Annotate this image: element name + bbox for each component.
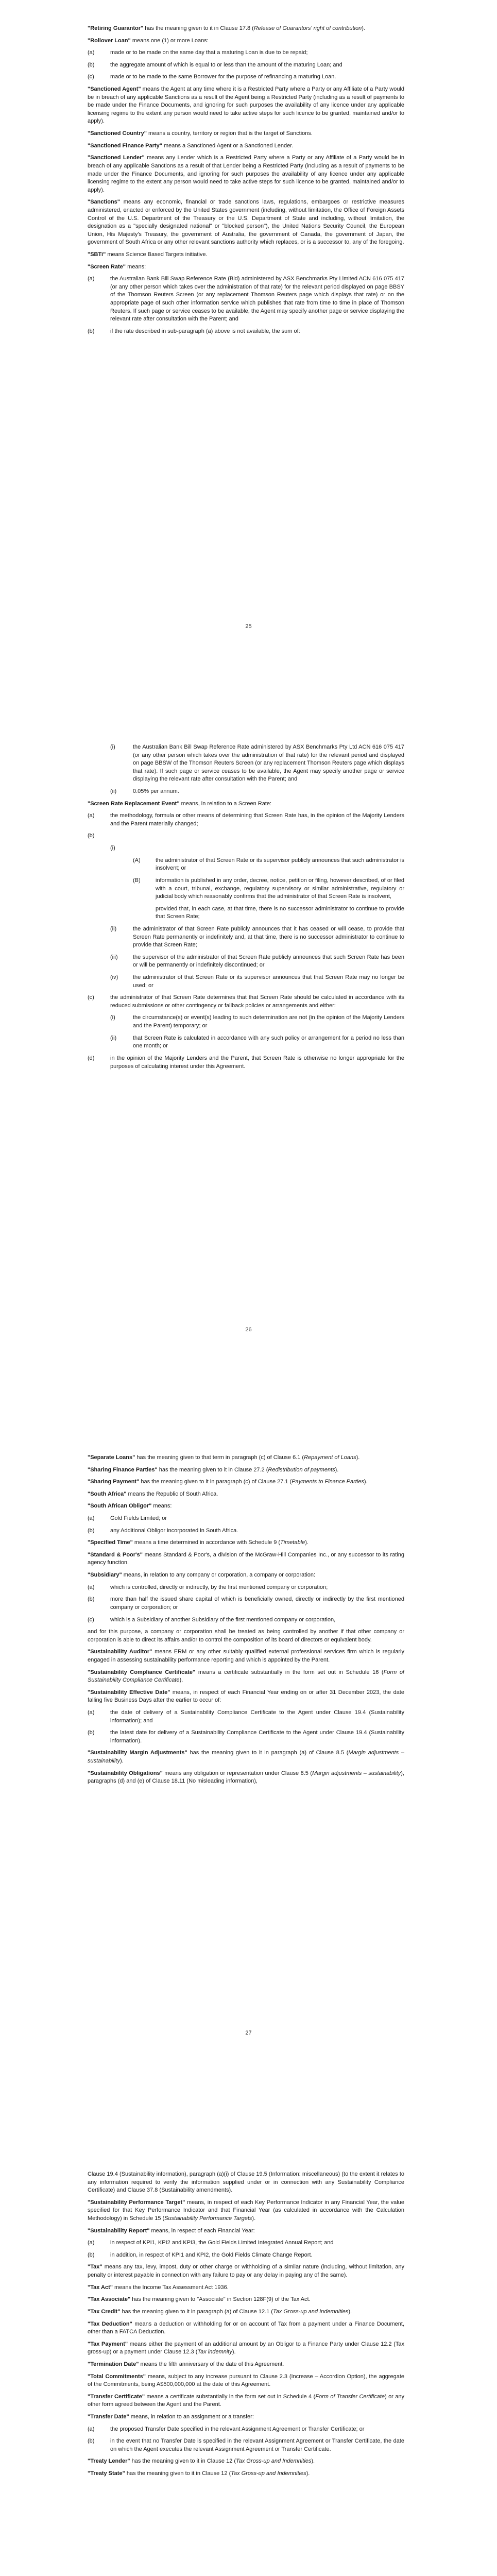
definition-text: has the meaning given to it in Clause 12 ( [125, 2470, 231, 2477]
definition-text: means: [151, 1503, 172, 1510]
definition-paragraph [88, 1689, 404, 1705]
list-item-label: (c) [88, 994, 94, 1001]
definition-paragraph [88, 800, 404, 808]
list-item-label: (ii) [110, 1035, 117, 1041]
list-item-label: (i) [110, 744, 115, 750]
list-item-text: that Screen Rate is calculated in accordance with any such policy or arrangement for a period no less than one month; or [133, 1035, 404, 1049]
definition-text: means Science Based Targets initiative. [106, 251, 208, 258]
clause-reference: Repayment of Loans [304, 1454, 356, 1461]
definition-text: means, in relation to any company or corporation, a company or corporation: [122, 1572, 316, 1579]
list-item-label: (a) [88, 49, 95, 56]
clause-reference: Redistribution of payments [268, 1466, 335, 1473]
defined-term: "Treaty State" [88, 2470, 125, 2477]
defined-term: "Termination Date" [88, 2361, 139, 2367]
document-page-26 [0, 703, 497, 1406]
definition-text: has the meaning given to it in Clause 12 ( [130, 2458, 236, 2465]
definition-text-tail: ). [306, 2470, 310, 2477]
definition-paragraph [88, 263, 404, 272]
list-item [88, 994, 404, 1010]
definition-paragraph [88, 1648, 404, 1664]
clause-reference: Payments to Finance Parties [292, 1479, 364, 1485]
proviso-text: provided that, in each case, at that time, there is no successor administrator to continue to provide that Screen Rate; [156, 905, 404, 920]
page-number: 25 [245, 623, 252, 630]
definition-paragraph [88, 1490, 404, 1499]
definition-text: means: [126, 263, 146, 270]
list-item [88, 1596, 404, 1612]
list-item-text: in the opinion of the Majority Lenders and the Parent, that Screen Rate is otherwise no longer appropriate for the purposes of calculating interest under this Agreement. [110, 1055, 404, 1070]
clause-reference: Form of Sustainability Compliance Certificate [88, 1669, 404, 1684]
definition-text-tail: ). [364, 1479, 368, 1485]
definition-paragraph [88, 154, 404, 194]
definition-text: means, in respect of each Financial Year ending on or after 31 December 2023, the date falling five Business Days after the earlier to occur of: [88, 1689, 404, 1704]
definition-text: has the meaning given to it in Clause 27.2 ( [157, 1466, 268, 1473]
definition-text-tail: ). [179, 1677, 183, 1684]
defined-term: "Specified Time" [88, 1539, 133, 1546]
proviso-paragraph [88, 905, 404, 921]
defined-term: "Total Commitments" [88, 2373, 146, 2380]
definition-text: means either the payment of an additional amount by an Obligor to a Finance Party under Clause 12.2 (Tax gross-up) or a payment under Clause 12.3 ( [88, 2341, 404, 2355]
list-item-label: (ii) [110, 788, 117, 795]
list-item [88, 1584, 404, 1592]
defined-term: "SBTi" [88, 251, 106, 258]
list-item-text: the date of delivery of a Sustainability Compliance Certificate to the Agent under Clause 19.4 (Sustainability information); and [110, 1709, 404, 1724]
definition-paragraph [88, 2413, 404, 2421]
defined-term: "Sanctioned Lender" [88, 155, 145, 161]
defined-term: "Sustainability Margin Adjustments" [88, 1750, 187, 1756]
defined-term: "Tax Deduction" [88, 2320, 132, 2327]
list-item-text: the latest date for delivery of a Sustainability Compliance Certificate to the Agent under Clause 19.4 (Sustainability information). [110, 1730, 404, 1744]
defined-term: "Subsidiary" [88, 1572, 122, 1579]
definition-paragraph [88, 142, 404, 150]
definition-text: has the meaning given to it in paragraph (c) of Clause 27.1 ( [139, 1479, 292, 1485]
definition-text: means any economic, financial or trade sanctions laws, regulations, embargoes or restrictive measures administered, enacted or enforced by the United States government (including, without limitation, the Office of Foreign Assets Control of the U.S. Department of the Treasury or the U.S. Department of State and including, without limitation, the designation as a "specially designated national" or "blocked person"), the United Nations Security Council, the European Union, His Majesty's Treasury, the government of Australia, the government of Canada, the government of Japan, the government of South Africa or any other relevant sanctions authority which replaces, or is a successor to, any of the foregoing. [88, 199, 404, 246]
list-item-label: (b) [88, 1527, 95, 1534]
document-page-25 [0, 0, 497, 703]
defined-term: "Treaty Lender" [88, 2458, 130, 2465]
list-item-text: in respect of KPI1, KPI2 and KPI3, the Gold Fields Limited Integrated Annual Report; and [110, 2240, 334, 2246]
definition-text-tail: ). [311, 2458, 315, 2465]
document-page-28 [0, 2110, 497, 2576]
definition-text-tail: ). [335, 1466, 339, 1473]
definition-text-tail: ). [252, 2215, 256, 2222]
definition-text: has the meaning given to that term in paragraph (c) of Clause 6.1 ( [135, 1454, 304, 1461]
list-item [88, 275, 404, 324]
defined-term: "Rollover Loan" [88, 37, 131, 44]
list-item [88, 1616, 404, 1624]
definition-paragraph [88, 1466, 404, 1475]
defined-term: "Tax Associate" [88, 2296, 131, 2303]
defined-term: "Sanctioned Agent" [88, 86, 141, 93]
definition-text-tail: ). [362, 25, 365, 31]
list-item [88, 788, 404, 796]
defined-term: "South Africa" [88, 1490, 127, 1497]
definition-paragraph [88, 2373, 404, 2389]
list-item-label: (a) [88, 2240, 95, 2246]
definition-text-tail: ). [356, 1454, 360, 1461]
list-item-text [110, 832, 404, 840]
list-item [88, 1055, 404, 1071]
definition-text: means, in respect of each Key Performance Indicator in any Financial Year, the value specified for that Key Performance Indicator and that Financial Year (as calculated in accordance with the Calculation Methodology) in Schedule 15 ( [88, 2199, 404, 2222]
definition-text: means Standard & Poor's, a division of the McGraw-Hill Companies Inc., or any successor to its rating agency function. [88, 1551, 404, 1566]
list-item-label: (b) [88, 833, 95, 839]
list-item-text: the supervisor of the administrator of that Screen Rate publicly announces that such Screen Rate has been or will be permanently or indefinitely discontinued; or [133, 954, 404, 969]
list-item [88, 954, 404, 970]
defined-term: "Standard & Poor's" [88, 1551, 143, 1558]
list-item-text: the methodology, formula or other means of determining that Screen Rate has, in the opinion of the Majority Lenders and the Parent materially changed; [110, 812, 404, 827]
defined-term: "Separate Loans" [88, 1454, 135, 1461]
defined-term: "Sharing Payment" [88, 1479, 140, 1485]
body-paragraph [88, 2171, 404, 2195]
list-item-text: which is a Subsidiary of another Subsidiary of the first mentioned company or corporation, [110, 1616, 336, 1623]
list-item-label: (b) [88, 2251, 95, 2258]
list-item-text: in addition, in respect of KPI1 and KPI2, the Gold Fields Climate Change Report. [110, 2251, 313, 2258]
definition-text: means one (1) or more Loans: [130, 37, 209, 44]
definition-text: means a country, territory or region that is the target of Sanctions. [146, 130, 313, 137]
list-item-text: the administrator of that Screen Rate or its supervisor announces that that Screen Rate may no longer be used; or [133, 974, 404, 989]
clause-reference: Timetable [280, 1539, 305, 1546]
list-item-text: more than half the issued share capital of which is beneficially owned, directly or indirectly by the first mentioned company or corporation; or [110, 1596, 404, 1611]
list-item-text: made or to be made on the same day that a maturing Loan is due to be repaid; [110, 49, 308, 56]
definition-paragraph [88, 2199, 404, 2223]
definition-text: means, in respect of each Financial Year: [149, 2227, 255, 2234]
defined-term: "Sustainability Auditor" [88, 1649, 152, 1655]
list-item [88, 2251, 404, 2260]
definition-paragraph [88, 251, 404, 259]
clause-reference: Tax Gross-up and Indemnities [236, 2458, 312, 2465]
definition-text: means, subject to any increase pursuant to Clause 2.3 (Increase – Accordion Option), the aggregate of the Commitments, being A$500,000,000 at the date of this Agreement. [88, 2373, 404, 2388]
list-item [88, 832, 404, 840]
list-item [88, 2239, 404, 2247]
list-item [88, 1035, 404, 1050]
definition-text-tail: ). [119, 1758, 124, 1765]
definition-text: means the Agent at any time where it is a Restricted Party where a Party or any Affiliate of a Party would be in breach of any applicable Sanctions as a result of the Agent being a Restricted Party (including as a result of payments to be made under the Finance Documents, and ignoring for such purposes the availability of any licence under any applicable licensing regime to the extent any person would need to take active steps for such licence to be granted, maintained and/or to apply). [88, 86, 404, 125]
list-item [88, 974, 404, 990]
list-item-text: the circumstance(s) or event(s) leading to such determination are not (in the opinion of the Majority Lenders and the Parent) temporary; or [133, 1014, 404, 1029]
list-item-label: (a) [88, 812, 95, 819]
list-item-label: (a) [88, 1709, 95, 1716]
list-item-text: the administrator of that Screen Rate determines that that Screen Rate should be calculated in accordance with its reduced submissions or other contingency or fallback policies or arrangements and either: [110, 994, 404, 1009]
list-item [88, 1527, 404, 1535]
list-item [88, 49, 404, 57]
definition-text: means a Sanctioned Agent or a Sanctioned Lender. [162, 142, 294, 149]
definition-paragraph [88, 1502, 404, 1511]
defined-term: "Screen Rate" [88, 263, 126, 270]
definition-paragraph [88, 1669, 404, 1685]
definition-paragraph [88, 86, 404, 126]
definition-paragraph [88, 2284, 404, 2292]
definition-text: means any obligation or representation under Clause 8.5 ( [162, 1770, 312, 1776]
definition-paragraph [88, 25, 404, 33]
definition-text: means, in relation to an assignment or a transfer: [129, 2414, 254, 2420]
definition-text: has the meaning given to it in paragraph (a) of Clause 8.5 ( [187, 1750, 349, 1756]
list-item [88, 1709, 404, 1725]
definition-text: Clause 19.4 (Sustainability information), paragraph (a)(i) of Clause 19.5 (Information: miscellaneous) (to the extent it relates to any information required to verify the information supplied under or in connection with any Sustainability Compliance Certificate) and Clause 37.8 (Sustainability amendments). [88, 2171, 404, 2194]
defined-term: "Transfer Certificate" [88, 2393, 145, 2400]
clause-reference: Sustainability Performance Targets [164, 2215, 252, 2222]
defined-term: "Sharing Finance Parties" [88, 1466, 158, 1473]
list-item-text: in the event that no Transfer Date is specified in the relevant Assignment Agreement or Transfer Certificate, the date on which the Agent executes the relevant Assignment Agreement or Transfer Certificate. [110, 2438, 404, 2452]
list-item-label: (B) [133, 877, 141, 884]
list-item-text: information is published in any order, decree, notice, petition or filing, however described, of or filed with a court, tribunal, exchange, regulatory supervisory or similar administrative, regulatory or judicial body which reasonably confirms that the administrator of that Screen Rate is insolvent, [156, 877, 404, 900]
definition-paragraph [88, 37, 404, 45]
defined-term: "Sanctioned Finance Party" [88, 142, 162, 149]
definition-paragraph [88, 1539, 404, 1547]
defined-term: "South African Obligor" [88, 1503, 152, 1510]
page-number: 27 [245, 2030, 252, 2037]
definition-paragraph [88, 1551, 404, 1567]
definition-text: means the fifth anniversary of the date of this Agreement. [139, 2361, 284, 2367]
definition-text: means a certificate substantially in the form set out in Schedule 4 ( [145, 2393, 316, 2400]
definition-text-tail: ). [232, 2349, 236, 2355]
definition-paragraph [88, 2470, 404, 2478]
list-item [88, 2426, 404, 2434]
definition-paragraph [88, 2263, 404, 2279]
defined-term: "Sustainability Effective Date" [88, 1689, 170, 1696]
list-item [88, 73, 404, 81]
definition-text: means any tax, levy, impost, duty or other charge or withholding of a similar nature (including, without limitation, any penalty or interest payable in connection with any failure to pay or any delay in paying any of the same). [88, 2264, 404, 2279]
definition-text: means a certificate substantially in the form set out in Schedule 16 ( [195, 1669, 384, 1675]
definition-text: has the meaning given to "Associate" in Section 128F(9) of the Tax Act. [130, 2296, 311, 2303]
definition-text: has the meaning given to it in Clause 17.8 ( [143, 25, 254, 31]
list-item [88, 877, 404, 901]
list-item-label: (a) [88, 276, 95, 282]
list-item-text: made or to be made to the same Borrower for the purpose of refinancing a maturing Loan. [110, 74, 336, 80]
definition-text-tail: ) or any other form agreed between the Agent and the Parent. [88, 2393, 404, 2408]
definition-text: means a deduction or withholding for or on account of Tax from a payment under a Finance Document, other than a FATCA Deduction. [88, 2320, 405, 2335]
list-item-text: if the rate described in sub-paragraph (a) above is not available, the sum of: [110, 328, 300, 334]
definition-text: means ERM or any other suitably qualified external professional services firm which is regularly engaged in assessing sustainability performance reporting and which is appointed by the Parent. [88, 1649, 404, 1663]
definition-paragraph [88, 2320, 404, 2336]
list-item-label: (c) [88, 74, 94, 80]
list-item-label: (a) [88, 1515, 95, 1522]
definition-paragraph [88, 1454, 404, 1462]
defined-term: "Tax Payment" [88, 2341, 128, 2347]
definition-text-tail: ), paragraphs (d) and (e) of Clause 18.11 (No misleading information), [88, 1770, 404, 1785]
list-item [88, 1014, 404, 1030]
list-item [88, 1729, 404, 1745]
defined-term: "Sustainability Compliance Certificate" [88, 1669, 196, 1675]
definition-paragraph [88, 1770, 404, 1786]
defined-term: "Sustainability Performance Target" [88, 2199, 185, 2206]
list-item [88, 925, 404, 950]
list-item-label: (b) [88, 61, 95, 68]
list-item [88, 743, 404, 784]
list-item-text [133, 844, 404, 853]
list-item [88, 844, 404, 853]
definition-text: means the Republic of South Africa. [126, 1490, 218, 1497]
definition-paragraph [88, 2361, 404, 2369]
list-item-label: (i) [110, 845, 115, 852]
list-item-label: (iii) [110, 954, 118, 960]
definition-paragraph [88, 2296, 404, 2304]
defined-term: "Sustainability Obligations" [88, 1770, 163, 1776]
defined-term: "Sustainability Report" [88, 2227, 150, 2234]
list-item-label: (d) [88, 1055, 95, 1061]
body-paragraph [88, 1628, 404, 1644]
clause-reference: Margin adjustments – sustainability [88, 1750, 404, 1765]
defined-term: "Screen Rate Replacement Event" [88, 800, 180, 807]
list-item-text: the Australian Bank Bill Swap Reference Rate administered by ASX Benchmarks Pty Ltd ACN 616 075 417 (or any other person which takes over the administration of that rate) for the relevant period and displayed on page BBSW of the Thomson Reuters Screen (or any replacement Thomson Reuters page which displays that rate). If such page or service ceases to be available, the Agent may specify another page or service displaying the relevant rate after consultation with the Parent; and [133, 744, 404, 783]
document-page-27 [0, 1406, 497, 2110]
list-item-label: (b) [88, 1596, 95, 1603]
list-item-text: the proposed Transfer Date specified in the relevant Assignment Agreement or Transfer Certificate; or [110, 2426, 365, 2432]
defined-term: "Tax Act" [88, 2284, 113, 2291]
list-item [88, 61, 404, 70]
definition-paragraph [88, 1478, 404, 1486]
list-item-label: (b) [88, 328, 95, 334]
list-item-label: (A) [133, 857, 141, 863]
definition-paragraph [88, 1749, 404, 1765]
list-item-label: (b) [88, 2438, 95, 2445]
list-item-text: 0.05% per annum. [133, 788, 179, 795]
defined-term: "Tax" [88, 2264, 102, 2270]
definition-paragraph [88, 130, 404, 138]
defined-term: "Sanctioned Country" [88, 130, 147, 137]
list-item-text: the administrator of that Screen Rate or its supervisor publicly announces that such administrator is insolvent; or [156, 857, 404, 872]
list-item-label: (c) [88, 1616, 94, 1623]
definition-paragraph [88, 2341, 404, 2357]
list-item [88, 1515, 404, 1523]
clause-reference: Form of Transfer Certificate [315, 2393, 385, 2400]
page-number: 26 [245, 1327, 252, 1333]
definition-text: and for this purpose, a company or corporation shall be treated as being controlled by another if that other company or corporation is able to direct its affairs and/or to control the composition of its board of directors or equivalent body. [88, 1629, 404, 1643]
list-item [88, 328, 404, 336]
clause-reference: Tax Gross-up and Indemnities [231, 2470, 306, 2477]
clause-reference: Tax indemnity [197, 2349, 232, 2355]
definition-paragraph [88, 2227, 404, 2235]
list-item-text: which is controlled, directly or indirectly, by the first mentioned company or corporation; [110, 1584, 328, 1590]
list-item-label: (iv) [110, 974, 118, 981]
list-item-text: the administrator of that Screen Rate publicly announces that it has ceased or will cease, to provide that Screen Rate permanently or indefinitely and, at that time, there is no successor administrator to continue to provide that Screen Rate; [133, 925, 404, 948]
list-item-label: (ii) [110, 925, 117, 932]
clause-reference: Release of Guarantors' right of contribution [253, 25, 362, 31]
list-item-label: (i) [110, 1014, 115, 1021]
list-item [88, 857, 404, 873]
definition-text: means any Lender which is a Restricted Party where a Party or any Affiliate of a Party would be in breach of any applicable Sanctions as a result of that Lender being a Restricted Party (including as a result of payments to be made under the Finance Documents, and ignoring for such purposes the availability of any licence under any applicable licensing regime to the extent any person would need to take active steps for such licence to be granted, maintained and/or to apply). [88, 155, 404, 193]
defined-term: "Transfer Date" [88, 2414, 129, 2420]
definition-text: has the meaning given to it in paragraph (a) of Clause 12.1 ( [120, 2308, 273, 2315]
definition-paragraph [88, 2458, 404, 2466]
clause-reference: Margin adjustments – sustainability [312, 1770, 401, 1776]
definition-text-tail: ). [348, 2308, 352, 2315]
list-item [88, 812, 404, 828]
definition-text-tail: ). [305, 1539, 309, 1546]
list-item-text: the Australian Bank Bill Swap Reference Rate (Bid) administered by ASX Benchmarks Pty Limited ACN 616 075 417 (or any other person which takes over the administration of that rate) for the relevant period displayed on page BBSY of the Thomson Reuters Screen (or any replacement Thomson Reuters page which displays that rate) or on the appropriate page of such other information service which publishes that rate from time to time in place of Thomson Reuters. If such page or service ceases to be available, the Agent may specify another page or service displaying the relevant rate after consultation with the Parent; and [110, 276, 404, 323]
definition-text: means a time determined in accordance with Schedule 9 ( [132, 1539, 281, 1546]
definition-text: means, in relation to a Screen Rate: [179, 800, 272, 807]
list-item-label: (b) [88, 1730, 95, 1736]
defined-term: "Sanctions" [88, 199, 120, 206]
list-item-text: the aggregate amount of which is equal to or less than the amount of the maturing Loan; and [110, 61, 342, 68]
list-item-text: any Additional Obligor incorporated in South Africa. [110, 1527, 238, 1534]
defined-term: "Retiring Guarantor" [88, 25, 144, 31]
list-item-label: (a) [88, 2426, 95, 2432]
definition-paragraph [88, 198, 404, 247]
clause-reference: Tax Gross-up and Indemnities [272, 2308, 349, 2315]
definition-paragraph [88, 2308, 404, 2316]
definition-text: means the Income Tax Assessment Act 1936. [112, 2284, 229, 2291]
defined-term: "Tax Credit" [88, 2308, 121, 2315]
list-item-label: (a) [88, 1584, 95, 1590]
list-item-text: Gold Fields Limited; or [110, 1515, 167, 1522]
list-item [88, 2437, 404, 2453]
definition-paragraph [88, 2393, 404, 2409]
definition-paragraph [88, 1571, 404, 1580]
